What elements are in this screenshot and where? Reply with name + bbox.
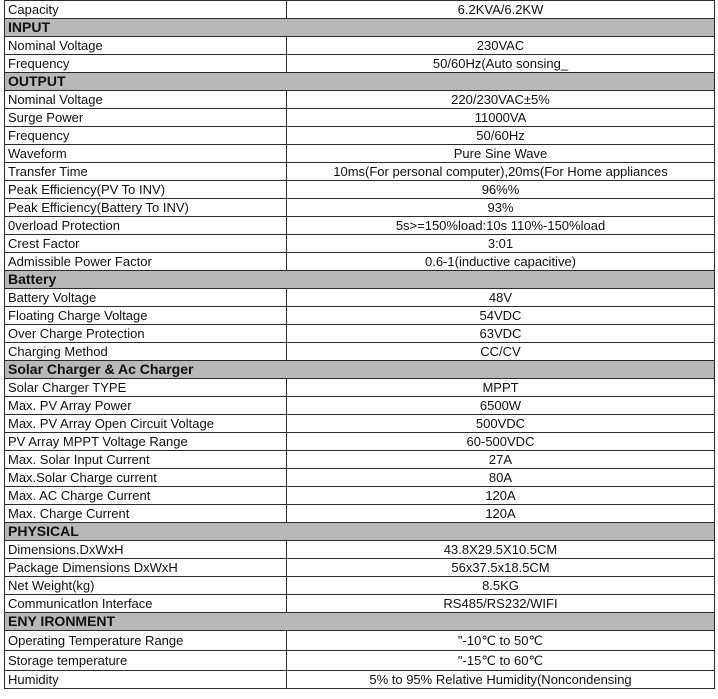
spec-value: 60-500VDC xyxy=(287,433,715,451)
spec-label: Peak Efficiency(Battery To INV) xyxy=(5,199,287,217)
spec-value: 63VDC xyxy=(287,325,715,343)
spec-row xyxy=(5,145,715,163)
spec-label: Peak Efficiency(PV To INV) xyxy=(5,181,287,199)
spec-row xyxy=(5,671,715,689)
section-header-row xyxy=(5,613,715,631)
spec-label: Waveform xyxy=(5,145,287,163)
spec-row xyxy=(5,415,715,433)
spec-row xyxy=(5,199,715,217)
spec-value: 6.2KVA/6.2KW xyxy=(287,1,715,19)
spec-label: 0verload Protection xyxy=(5,217,287,235)
spec-value: 93% xyxy=(287,199,715,217)
spec-value: 80A xyxy=(287,469,715,487)
spec-label: Over Charge Protection xyxy=(5,325,287,343)
spec-row xyxy=(5,127,715,145)
spec-label: Battery Voltage xyxy=(5,289,287,307)
spec-value: CC/CV xyxy=(287,343,715,361)
spec-label: Floating Charge Voltage xyxy=(5,307,287,325)
spec-label: Nominal Voltage xyxy=(5,37,287,55)
spec-label: Max. Charge Current xyxy=(5,505,287,523)
spec-value: 43.8X29.5X10.5CM xyxy=(287,541,715,559)
spec-row xyxy=(5,451,715,469)
spec-label: Nominal Voltage xyxy=(5,91,287,109)
spec-row xyxy=(5,55,715,73)
spec-label: Net Weight(kg) xyxy=(5,577,287,595)
spec-row xyxy=(5,109,715,127)
spec-row xyxy=(5,433,715,451)
spec-label: Max. AC Charge Current xyxy=(5,487,287,505)
spec-value: Pure Sine Wave xyxy=(287,145,715,163)
spec-value: MPPT xyxy=(287,379,715,397)
spec-value: 54VDC xyxy=(287,307,715,325)
spec-value: 48V xyxy=(287,289,715,307)
spec-label: Max.Solar Charge current xyxy=(5,469,287,487)
spec-label: Charging Method xyxy=(5,343,287,361)
spec-row xyxy=(5,253,715,271)
spec-value: 0.6-1(inductive capacitive) xyxy=(287,253,715,271)
spec-value: 50/60Hz(Auto sonsing_ xyxy=(287,55,715,73)
spec-row xyxy=(5,235,715,253)
spec-value: 220/230VAC±5% xyxy=(287,91,715,109)
spec-label: Package Dimensions DxWxH xyxy=(5,559,287,577)
spec-row xyxy=(5,37,715,55)
section-title: OUTPUT xyxy=(5,73,715,91)
spec-row xyxy=(5,487,715,505)
spec-row xyxy=(5,217,715,235)
spec-value: 50/60Hz xyxy=(287,127,715,145)
spec-label: Frequency xyxy=(5,127,287,145)
spec-label: Solar Charger TYPE xyxy=(5,379,287,397)
spec-label: Surge Power xyxy=(5,109,287,127)
spec-row xyxy=(5,559,715,577)
spec-label: Max. PV Array Power xyxy=(5,397,287,415)
spec-label: PV Array MPPT Voltage Range xyxy=(5,433,287,451)
spec-label: Transfer Time xyxy=(5,163,287,181)
spec-label: Operating Temperature Range xyxy=(5,631,287,651)
spec-label: Admissible Power Factor xyxy=(5,253,287,271)
spec-table-body xyxy=(5,1,715,689)
spec-label: Humidity xyxy=(5,671,287,689)
spec-label: Dimensions.DxWxH xyxy=(5,541,287,559)
spec-row xyxy=(5,469,715,487)
spec-value: 5s>=150%load:10s 110%-150%load xyxy=(287,217,715,235)
spec-value: 5% to 95% Relative Humidity(Noncondensing xyxy=(287,671,715,689)
spec-row xyxy=(5,595,715,613)
spec-label: Crest Factor xyxy=(5,235,287,253)
spec-label: Frequency xyxy=(5,55,287,73)
spec-label: Communicatlon Interface xyxy=(5,595,287,613)
spec-label: Storage temperature xyxy=(5,651,287,671)
spec-row xyxy=(5,1,715,19)
spec-value: 120A xyxy=(287,505,715,523)
spec-value: 230VAC xyxy=(287,37,715,55)
spec-value: "-15℃ to 60℃ xyxy=(287,651,715,671)
section-title: INPUT xyxy=(5,19,715,37)
spec-value: 56x37.5x18.5CM xyxy=(287,559,715,577)
spec-row xyxy=(5,379,715,397)
spec-row xyxy=(5,541,715,559)
spec-row xyxy=(5,325,715,343)
section-header-row xyxy=(5,523,715,541)
spec-value: 120A xyxy=(287,487,715,505)
spec-row xyxy=(5,181,715,199)
spec-row xyxy=(5,289,715,307)
section-header-row xyxy=(5,73,715,91)
spec-value: 27A xyxy=(287,451,715,469)
spec-row xyxy=(5,577,715,595)
spec-value: 10ms(For personal computer),20ms(For Home appliances xyxy=(287,163,715,181)
spec-row xyxy=(5,163,715,181)
section-title: Solar Charger & Ac Charger xyxy=(5,361,715,379)
section-header-row xyxy=(5,271,715,289)
spec-row xyxy=(5,505,715,523)
spec-value: RS485/RS232/WIFI xyxy=(287,595,715,613)
spec-row xyxy=(5,307,715,325)
spec-row xyxy=(5,91,715,109)
spec-value: "-10℃ to 50℃ xyxy=(287,631,715,651)
spec-value: 11000VA xyxy=(287,109,715,127)
section-header-row xyxy=(5,19,715,37)
spec-table xyxy=(4,0,715,689)
spec-value: 8.5KG xyxy=(287,577,715,595)
spec-value: 500VDC xyxy=(287,415,715,433)
section-title: Battery xyxy=(5,271,715,289)
spec-row xyxy=(5,651,715,671)
spec-label: Max. Solar Input Current xyxy=(5,451,287,469)
spec-value: 3:01 xyxy=(287,235,715,253)
spec-row xyxy=(5,397,715,415)
spec-value: 6500W xyxy=(287,397,715,415)
spec-value: 96%% xyxy=(287,181,715,199)
spec-row xyxy=(5,631,715,651)
spec-label: Max. PV Array Open Circuit Voltage xyxy=(5,415,287,433)
spec-row xyxy=(5,343,715,361)
section-header-row xyxy=(5,361,715,379)
section-title: PHYSICAL xyxy=(5,523,715,541)
spec-label: Capacity xyxy=(5,1,287,19)
section-title: ENY IRONMENT xyxy=(5,613,715,631)
